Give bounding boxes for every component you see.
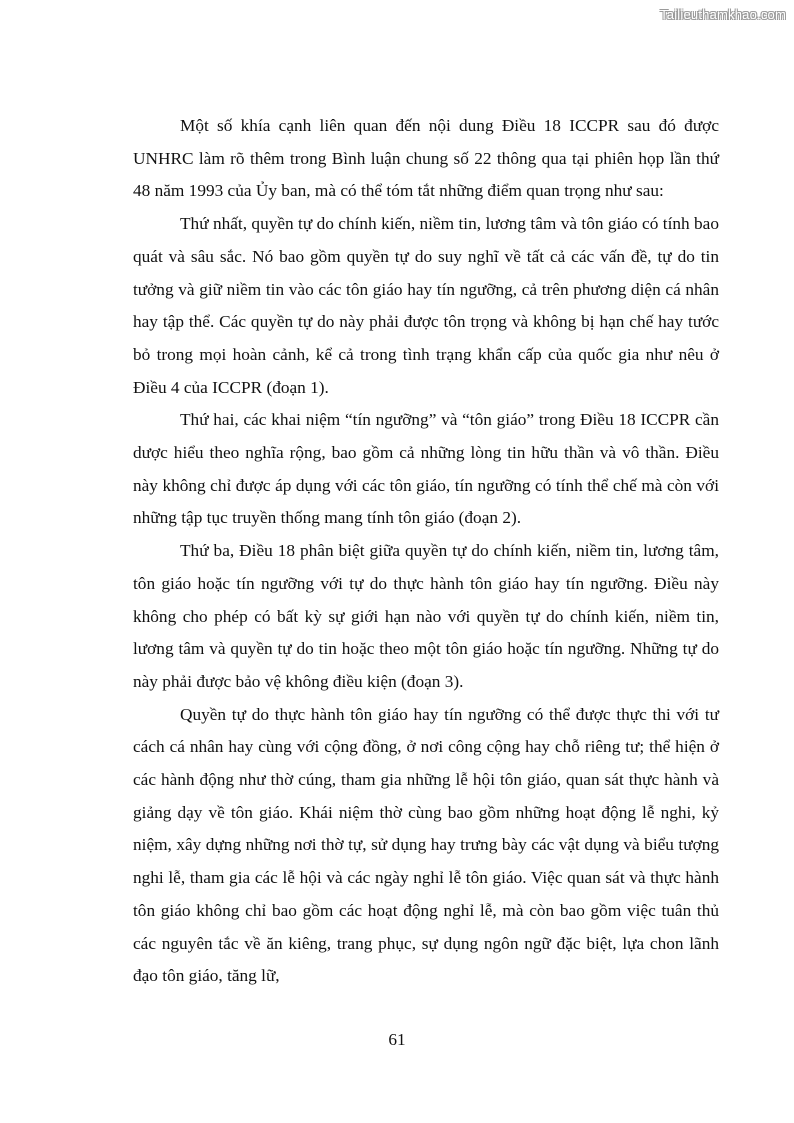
paragraph-third-point: Thứ ba, Điều 18 phân biệt giữa quyền tự do chính kiến, niềm tin, lương tâm, tôn giáo hoặc tín ngưỡng với tự do thực hành tôn giáo hay tín ngưỡng. Điều này không cho phép có bất kỳ sự giới hạn nào với quyền tự do chính kiến, niềm tin, lương tâm và quyền tự do tin hoặc theo một tôn giáo hoặc tín ngưỡng. Những tự do này phải được bảo vệ không điều kiện (đoạn 3). [133,541,719,691]
watermark: Tailieuthamkhao.com [660,7,786,22]
paragraph-first-point: Thứ nhất, quyền tự do chính kiến, niềm tin, lương tâm và tôn giáo có tính bao quát và sâu sắc. Nó bao gồm quyền tự do suy nghĩ về tất cả các vấn đề, tự do tin tưởng và giữ niềm tin vào các tôn giáo hay tín ngưỡng, cả trên phương diện cá nhân hay tập thể. Các quyền tự do này phải được tôn trọng và không bị hạn chế hay tước bỏ trong mọi hoàn cảnh, kể cả trong tình trạng khẩn cấp của quốc gia như nêu ở Điều 4 của ICCPR (đoạn 1). [133,214,719,397]
document-body [133,110,719,993]
paragraph-second-point: Thứ hai, các khai niệm “tín ngưỡng” và “tôn giáo” trong Điều 18 ICCPR cần dược hiểu theo nghĩa rộng, bao gồm cả những lòng tin hữu thần và vô thần. Điều này không chỉ được áp dụng với các tôn giáo, tín ngưỡng có tính thể chế mà còn với những tập tục truyền thống mang tính tôn giáo (đoạn 2). [133,410,719,528]
page-number: 61 [388,1030,406,1049]
paragraph-intro: Một số khía cạnh liên quan đến nội dung Điều 18 ICCPR sau đó được UNHRC làm rõ thêm trong Bình luận chung số 22 thông qua tại phiên họp lần thứ 48 năm 1993 của Ủy ban, mà có thể tóm tắt những điểm quan trọng như sau: [133,116,719,201]
paragraph-religious-practice: Quyền tự do thực hành tôn giáo hay tín ngưỡng có thể được thực thi với tư cách cá nhân hay cùng với cộng đồng, ở nơi công cộng hay chỗ riêng tư; thể hiện ở các hành động như thờ cúng, tham gia những lễ hội tôn giáo, quan sát thực hành và giảng dạy về tôn giáo. Khái niệm thờ cùng bao gồm những hoạt động lễ nghi, kỷ niệm, xây dựng những nơi thờ tự, sử dụng hay trưng bày các vật dụng và biểu tượng nghi lễ, tham gia các lễ hội và các ngày nghỉ lễ tôn giáo. Việc quan sát và thực hành tôn giáo không chỉ bao gồm các hoạt động nghỉ lễ, mà còn bao gồm việc tuân thủ các nguyên tắc về ăn kiêng, trang phục, sự dụng ngôn ngữ đặc biệt, lựa chon lãnh đạo tôn giáo, tăng lữ, [133,704,719,986]
